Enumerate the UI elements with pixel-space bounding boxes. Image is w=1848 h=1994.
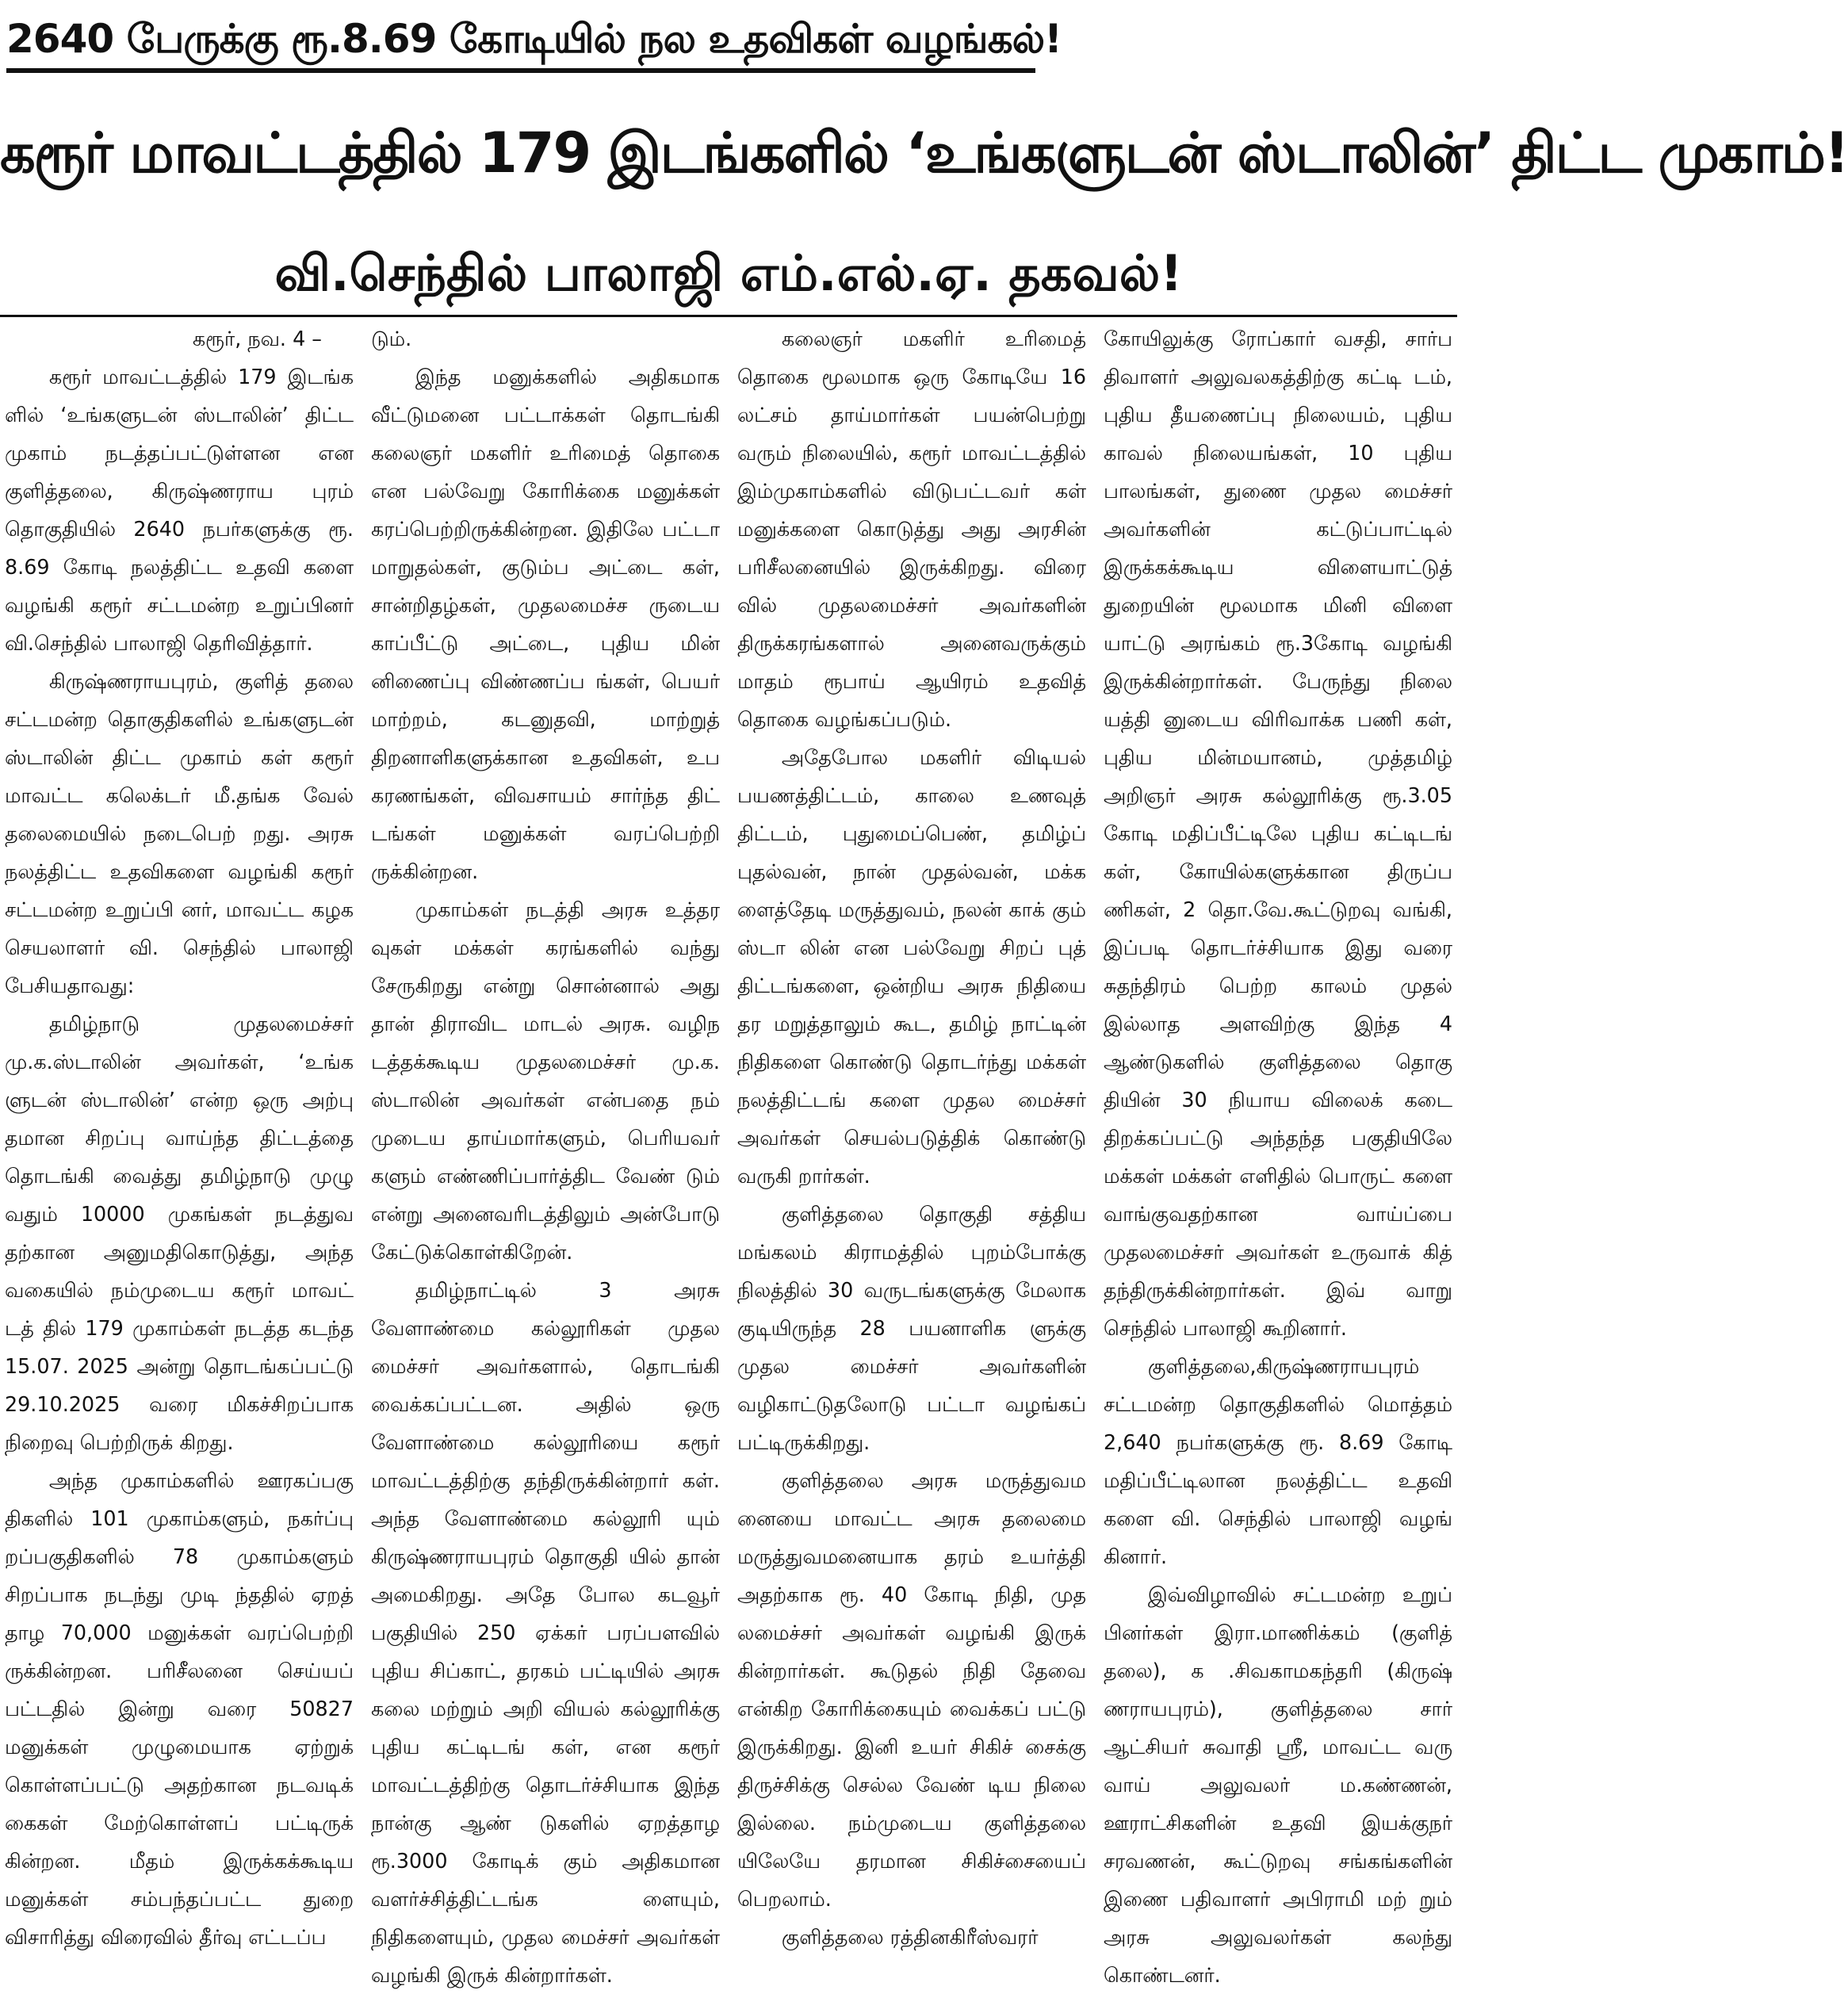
paragraph: அந்த முகாம்களில் ஊரகப்பகு திகளில் 101 முகாம்களும், நகர்ப்பு றப்பகுதிகளில் 78 முகாம்களும் சிறப்பாக நடந்து முடி ந்ததில் ஏறத் தாழ 70,000 மனுக்கள் வரப்பெற்றி ருக்கின்றன. பரிசீலனை செய்யப் பட்டதில் இன்று வரை 50827 மனுக்கள் முழுமையாக ஏற்றுக் கொள்ளப்பட்டு அதற்கான நடவடிக் கைகள் மேற்கொள்ளப் பட்டிருக் கின்றன. மீதம் இருக்கக்கூடிய மனுக்கள் சம்பந்தப்பட்ட துறை விசாரித்து விரைவில் தீர்வு எட்டப்ப — [5, 1468, 354, 1949]
paragraph: முகாம்கள் நடத்தி அரசு உத்தர வுகள் மக்கள் கரங்களில் வந்து சேருகிறது என்று சொன்னால் அது தான் திராவிட மாடல் அரசு. வழிந டத்தக்கூடிய முதலமைச்சர் மு.க. ஸ்டாலின் அவர்கள் என்பதை நம் முடைய தாய்மார்களும், பெரியவர் களும் எண்ணிப்பார்த்திட வேண் டும் என்று அனைவரிடத்திலும் அன்போடு கேட்டுக்கொள்கிறேன். — [371, 897, 720, 1264]
paragraph: குளித்தலை அரசு மருத்துவம னையை மாவட்ட அரசு தலைமை மருத்துவமனையாக தரம் உயர்த்தி அதற்காக ரூ. 40 கோடி நிதி, முத லமைச்சர் அவர்கள் வழங்கி இருக் கின்றார்கள். கூடுதல் நிதி தேவை என்கிற கோரிக்கையும் வைக்கப் பட்டு இருக்கிறது. இனி உயர் சிகிச் சைக்கு திருச்சிக்கு செல்ல வேண் டிய நிலை இல்லை. நம்முடைய குளித்தலை யிலேயே தரமான சிகிச்சையைப் பெறலாம். — [737, 1468, 1086, 1911]
paragraph: குளித்தலை தொகுதி சத்திய மங்கலம் கிராமத்தில் புறம்போக்கு நிலத்தில் 30 வருடங்களுக்கு மேலாக குடியிருந்த 28 பயனாளிக ளுக்கு முதல மைச்சர் அவர்களின் வழிகாட்டுதலோடு பட்டா வழங்கப் பட்டிருக்கிறது. — [737, 1202, 1086, 1454]
kicker-headline: 2640 பேருக்கு ரூ.8.69 கோடியில் நல உதவிகள் வழங்கல்! — [6, 5, 1035, 73]
paragraph: குளித்தலை ரத்தினகிரீஸ்வரர் — [781, 1925, 1039, 1949]
paragraph: டும். — [371, 327, 412, 350]
paragraph: கரூர் மாவட்டத்தில் 179 இடங்க ளில் ‘உங்களுடன் ஸ்டாலின்’ திட்ட முகாம் நடத்தப்பட்டுள்ளன என குளித்தலை, கிருஷ்ணராய புரம் தொகுதியில் 2640 நபர்களுக்கு ரூ. 8.69 கோடி நலத்திட்ட உதவி களை வழங்கி கரூர் சட்டமன்ற உறுப்பினர் வி.செந்தில் பாலாஜி தெரிவித்தார். — [5, 365, 354, 655]
paragraph: குளித்தலை,கிருஷ்ணராயபுரம் சட்டமன்ற தொகுதிகளில் மொத்தம் 2,640 நபர்களுக்கு ரூ. 8.69 கோடி மதிப்பீட்டிலான நலத்திட்ட உதவி களை வி. செந்தில் பாலாஜி வழங் கினார். — [1104, 1354, 1452, 1568]
article-column-4 — [1104, 320, 1452, 1987]
main-headline: கரூர் மாவட்டத்தில் 179 இடங்களில் ‘உங்களுடன் ஸ்டாலின்’ திட்ட முகாம்! — [0, 121, 1848, 186]
sub-headline: வி.செந்தில் பாலாஜி எம்.எல்.ஏ. தகவல்! — [274, 244, 1183, 302]
paragraph: தமிழ்நாட்டில் 3 அரசு வேளாண்மை கல்லூரிகள் முதல மைச்சர் அவர்களால், தொடங்கி வைக்கப்பட்டன. அதில் ஒரு வேளாண்மை கல்லூரியை கரூர் மாவட்டத்திற்கு தந்திருக்கின்றார் கள். அந்த வேளாண்மை கல்லூரி யும் கிருஷ்ணராயபுரம் தொகுதி யில் தான் அமைகிறது. அதே போல கடவூர் பகுதியில் 250 ஏக்கர் பரப்பளவில் புதிய சிப்காட், தரகம் பட்டியில் அரசு கலை மற்றும் அறி வியல் கல்லூரிக்கு புதிய கட்டிடங் கள், என கரூர் மாவட்டத்திற்கு தொடர்ச்சியாக இந்த நான்கு ஆண் டுகளில் ஏறத்தாழ ரூ.3000 கோடிக் கும் அதிகமான வளர்ச்சித்திட்டங்க ளையும், நிதிகளையும், முதல மைச்சர் அவர்கள் வழங்கி இருக் கின்றார்கள். — [371, 1278, 720, 1987]
article-column-1 — [5, 320, 354, 1949]
paragraph: கிருஷ்ணராயபுரம், குளித் தலை சட்டமன்ற தொகுதிகளில் உங்களுடன் ஸ்டாலின் திட்ட முகாம் கள் கரூர் மாவட்ட கலெக்டர் மீ.தங்க வேல் தலைமையில் நடைபெற் றது. அரசு நலத்திட்ட உதவிகளை வழங்கி கரூர் சட்டமன்ற உறுப்பி னர், மாவட்ட கழக செயலாளர் வி. செந்தில் பாலாஜி பேசியதாவது: — [5, 669, 354, 997]
paragraph: கோயிலுக்கு ரோப்கார் வசதி, சார்ப திவாளர் அலுவலகத்திற்கு கட்டி டம், புதிய தீயணைப்பு நிலையம், புதிய காவல் நிலையங்கள், 10 புதிய பாலங்கள், துணை முதல மைச்சர் அவர்களின் கட்டுப்பாட்டில் இருக்கக்கூடிய விளையாட்டுத் துறையின் மூலமாக மினி விளை யாட்டு அரங்கம் ரூ.3கோடி வழங்கி இருக்கின்றார்கள். பேருந்து நிலை யத்தி னுடைய விரிவாக்க பணி கள், புதிய மின்மயானம், முத்தமிழ் அறிஞர் அரசு கல்லூரிக்கு ரூ.3.05 கோடி மதிப்பீட்டிலே புதிய கட்டிடங் கள், கோயில்களுக்கான திருப்ப ணிகள், 2 தொ.வே.கூட்டுறவு வங்கி, இப்படி தொடர்ச்சியாக இது வரை சுதந்திரம் பெற்ற காலம் முதல் இல்லாத அளவிற்கு இந்த 4 ஆண்டுகளில் குளித்தலை தொகு தியின் 30 நியாய விலைக் கடை திறக்கப்பட்டு அந்தந்த பகுதியிலே மக்கள் மக்கள் எளிதில் பொருட் களை வாங்குவதற்கான வாய்ப்பை முதலமைச்சர் அவர்கள் உருவாக் கித் தந்திருக்கின்றார்கள். இவ் வாறு செந்தில் பாலாஜி கூறினார். — [1104, 327, 1452, 1340]
article-column-2 — [371, 320, 720, 1987]
paragraph: கலைஞர் மகளிர் உரிமைத் தொகை மூலமாக ஒரு கோடியே 16 லட்சம் தாய்மார்கள் பயன்பெற்று வரும் நிலையில், கரூர் மாவட்டத்தில் இம்முகாம்களில் விடுபட்டவர் கள் மனுக்களை கொடுத்து அது அரசின் பரிசீலனையில் இருக்கிறது. விரை வில் முதலமைச்சர் அவர்களின் திருக்கரங்களால் அனைவருக்கும் மாதம் ரூபாய் ஆயிரம் உதவித் தொகை வழங்கப்படும். — [737, 327, 1086, 731]
article-body — [5, 320, 1452, 1987]
dateline: கரூர், நவ. 4 – — [192, 327, 322, 350]
paragraph: தமிழ்நாடு முதலமைச்சர் மு.க.ஸ்டாலின் அவர்கள், ‘உங்க ளுடன் ஸ்டாலின்’ என்ற ஒரு அற்பு தமான சிறப்பு வாய்ந்த திட்டத்தை தொடங்கி வைத்து தமிழ்நாடு முழு வதும் 10000 முகங்கள் நடத்துவ தற்கான அனுமதிகொடுத்து, அந்த வகையில் நம்முடைய கரூர் மாவட் டத் தில் 179 முகாம்கள் நடத்த கடந்த 15.07. 2025 அன்று தொடங்கப்பட்டு 29.10.2025 வரை மிகச்சிறப்பாக நிறைவு பெற்றிருக் கிறது. — [5, 1012, 354, 1454]
article-column-3 — [737, 320, 1086, 1949]
paragraph: அதேபோல மகளிர் விடியல் பயணத்திட்டம், காலை உணவுத் திட்டம், புதுமைப்பெண், தமிழ்ப் புதல்வன், நான் முதல்வன், மக்க ளைத்தேடி மருத்துவம், நலன் காக் கும் ஸ்டா லின் என பல்வேறு சிறப் புத் திட்டங்களை, ஒன்றிய அரசு நிதியை தர மறுத்தாலும் கூட, தமிழ் நாட்டின் நிதிகளை கொண்டு தொடர்ந்து மக்கள் நலத்திட்டங் களை முதல மைச்சர் அவர்கள் செயல்படுத்திக் கொண்டு வருகி றார்கள். — [737, 745, 1086, 1188]
paragraph: இந்த மனுக்களில் அதிகமாக வீட்டுமனை பட்டாக்கள் தொடங்கி கலைஞர் மகளிர் உரிமைத் தொகை என பல்வேறு கோரிக்கை மனுக்கள் கரப்பெற்றிருக்கின்றன. இதிலே பட்டா மாறுதல்கள், குடும்ப அட்டை கள், சான்றிதழ்கள், முதலமைச்ச ருடைய காப்பீட்டு அட்டை, புதிய மின் னிணைப்பு விண்ணப்ப ங்கள், பெயர் மாற்றம், கடனுதவி, மாற்றுத் திறனாளிகளுக்கான உதவிகள், உப கரணங்கள், விவசாயம் சார்ந்த திட் டங்கள் மனுக்கள் வரப்பெற்றி ருக்கின்றன. — [371, 365, 720, 883]
headline-divider — [0, 315, 1457, 317]
paragraph: இவ்விழாவில் சட்டமன்ற உறுப் பினர்கள் இரா.மாணிக்கம் (குளித் தலை), க .சிவகாமகந்தரி (கிருஷ் ணராயபுரம்), குளித்தலை சார் ஆட்சியர் சுவாதி ஸ்ரீ, மாவட்ட வரு வாய் அலுவலர் ம.கண்ணன், ஊராட்சிகளின் உதவி இயக்குநர் சரவணன், கூட்டுறவு சங்கங்களின் இணை பதிவாளர் அபிராமி மற் றும் அரசு அலுவலர்கள் கலந்து கொண்டனர். — [1104, 1583, 1452, 1987]
